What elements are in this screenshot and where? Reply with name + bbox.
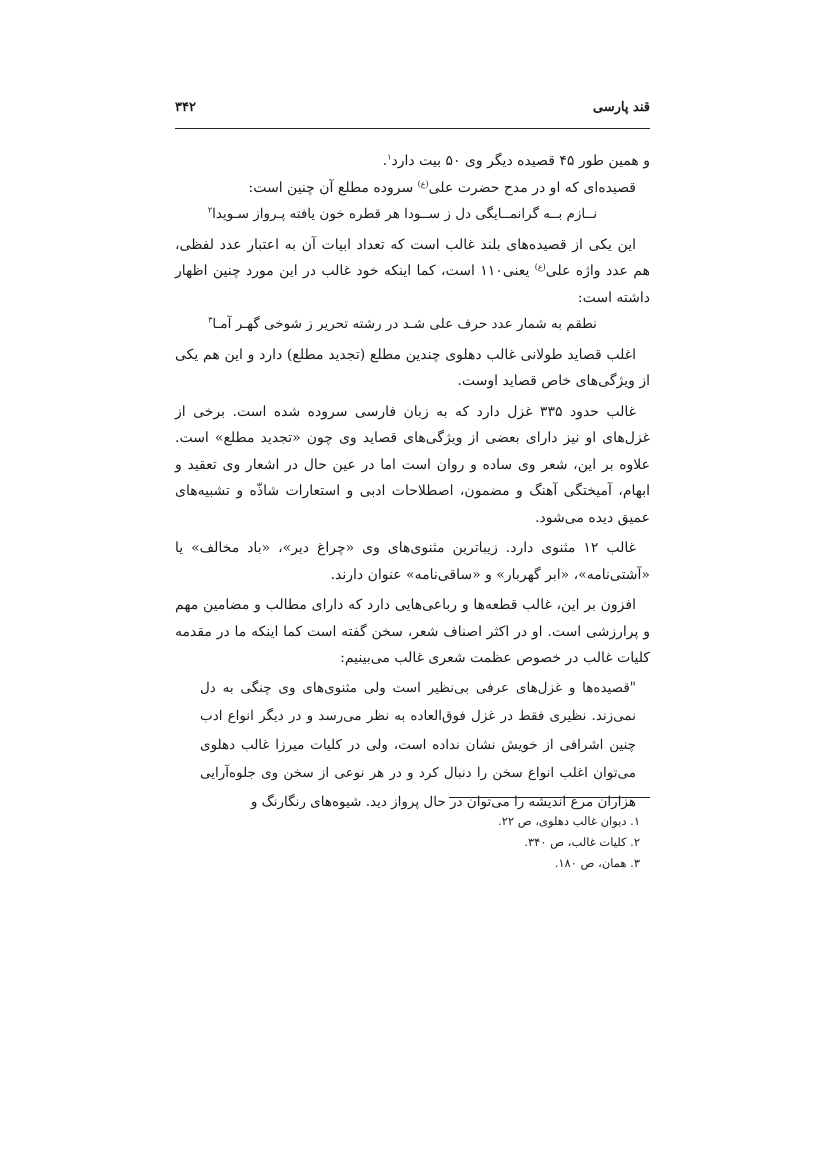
text-run: یعنی۱۱۰ است، کما اینکه خود غالب در این مورد چنین اظهار داشته است: (175, 263, 650, 306)
paragraph: غالب ۱۲ مثنوی دارد. زیباترین مثنوی‌های وی «چراغ دیر»، «باد مخالف» یا «آشتی‌نامه»، «ابر گهربار» و «ساقی‌نامه» عنوان دارند. (175, 540, 650, 583)
footnote-ref: ۳ (208, 315, 213, 325)
footnote-separator (449, 797, 650, 798)
paragraph: افزون بر این، غالب قطعه‌ها و رباعی‌هایی دارد که دارای مطالب و مضامین مهم و پرارزشی است. او در اکثر اصناف شعر، سخن گفته است کما اینکه ما در مقدمه کلیات غالب در خصوص عظمت شعری غالب می‌بینیم: (175, 597, 651, 666)
footnote: ۲. کلیات غالب، ص ۳۴۰. (524, 835, 640, 849)
honorific-mark: (ع) (417, 178, 429, 188)
footnotes (175, 811, 650, 874)
footnote: ۱. دیوان غالب دهلوی، ص ۲۲. (498, 814, 640, 828)
verse-line (175, 311, 650, 338)
text-run: و همین طور ۴۵ قصیده دیگر وی ۵۰ بیت دارد (391, 153, 650, 169)
paragraph (175, 175, 650, 202)
block-quote: "قصیده‌ها و غزل‌های عرفی بی‌نظیر است ولی مثنوی‌های وی چنگی به دل نمی‌زند. نظیری فقط در غزل فوق‌العاده به نظر می‌رسد و در دیگر انواع ادب چنین اشرافی از خویش نشان نداده است، ولی در کلیات میرزا غالب دهلوی می‌توان اغلب انواع سخن را دنبال کرد و در هر نوعی از سخن وی جلوه‌آرایی هزاران مرغ اندیشه را می‌توان در حال پرواز دید. شیوه‌های رنگارنگ و (200, 679, 636, 810)
main-text (175, 148, 650, 816)
paragraph (175, 232, 650, 312)
paragraph: و همین طور ۴۵ قصیده دیگر وی ۵۰ بیت دارد$^۱$. (382, 152, 650, 169)
page-header (175, 100, 650, 129)
paragraph: غالب حدود ۳۳۵ غزل دارد که به زبان فارسی سروده شده است. برخی از غزل‌های او نیز دارای بعضی از ویژگی‌های قصاید وی چون «تجدید مطلع» است. علاوه بر این، شعر وی ساده و روان است اما در عین حال در اشعار وی تعقید و ابهام، آمیختگی آهنگ و مضمون، اصطلاحات ادبی و استعارات شاذّه و تشبیه‌های عمیق دیده می‌شود. (175, 403, 650, 526)
text-run: این یکی از قصیده‌های بلند غالب است که تعداد ابیات آن به اعتبار عدد لفظی، هم عدد واژه علی (175, 236, 650, 279)
honorific-mark: (ع) (534, 262, 546, 272)
paragraph: اغلب قصاید طولانی غالب دهلوی چندین مطلع (تجدید مطلع) دارد و این هم یکی از ویژگی‌های خاص قصاید اوست. (175, 346, 650, 389)
text-run: سروده مطلع آن چنین است: (248, 179, 418, 196)
journal-title: قند پارسی (592, 100, 650, 115)
verse-text: نــازم بــه گرانمــایگی دل ز ســودا هر قطره خون یافته پـرواز سـویدا (212, 206, 598, 222)
footnote: ۳. همان، ص ۱۸۰. (554, 856, 640, 870)
text-run: قصیده‌ای که او در مدح حضرت علی (428, 179, 636, 196)
footnote-ref: ۲ (207, 205, 213, 215)
footnote-ref: ۱ (387, 152, 392, 162)
page-number: ۳۴۲ (175, 100, 196, 115)
verse-text: نطقم به شمار عدد حرف علی شـد در رشته تحریر ز شوخی گهـر آمـا (212, 316, 597, 332)
verse-line (175, 201, 650, 228)
